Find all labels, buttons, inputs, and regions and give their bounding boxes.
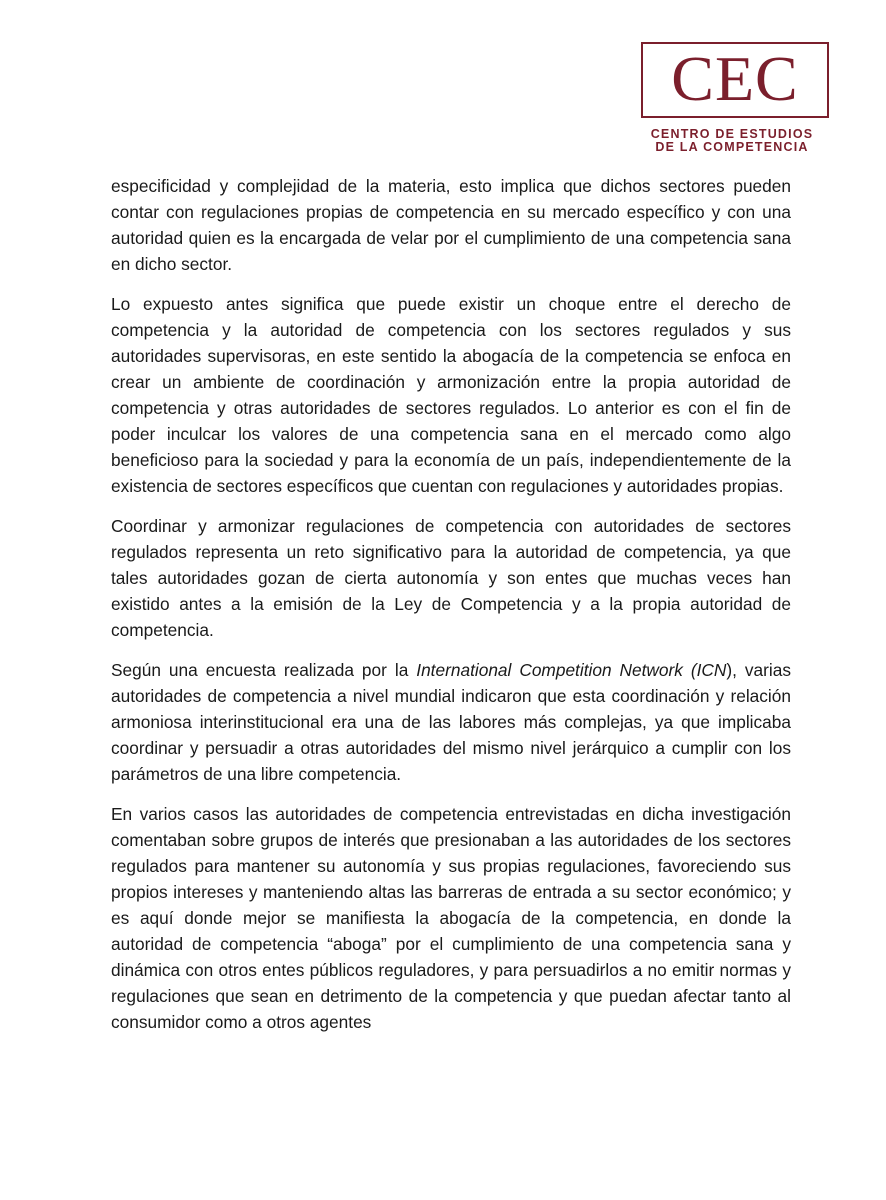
paragraph-4 (111, 657, 791, 787)
logo-subtitle (641, 128, 833, 154)
logo-mark: CEC (671, 43, 799, 114)
icn-name: International Competition Network (ICN (416, 660, 727, 680)
paragraph-4-start: Según una encuesta realizada por la (111, 660, 417, 680)
document-body (111, 173, 791, 1049)
logo-box (641, 42, 829, 118)
cec-logo (641, 42, 833, 154)
logo-subtitle-line-2: DE LA COMPETENCIA (655, 140, 809, 154)
paragraph-2: Lo expuesto antes significa que puede existir un choque entre el derecho de competencia y la autoridad de competencia con los sectores regulados y sus autoridades supervisoras, en este sentido la abogacía de la competencia se enfoca en crear un ambiente de coordinación y armonización entre la propia autoridad de competencia y otras autoridades de sectores regulados. Lo anterior es con el fin de poder inculcar los valores de una competencia sana en el mercado como algo beneficioso para la sociedad y para la economía de un país, independientemente de la existencia de sectores específicos que cuentan con regulaciones y autoridades propias. (111, 294, 791, 496)
paragraph-3: Coordinar y armonizar regulaciones de competencia con autoridades de sectores regulados representa un reto significativo para la autoridad de competencia, ya que tales autoridades gozan de cierta autonomía y son entes que muchas veces han existido antes a la emisión de la Ley de Competencia y a la propia autoridad de competencia. (111, 516, 791, 640)
paragraph-4-rest: ), varias autoridades de competencia a nivel mundial indicaron que esta coordinación y relación armoniosa interinstitucional era una de las labores más complejas, ya que implicaba coordinar y persuadir a otras autoridades del mismo nivel jerárquico a cumplir con los parámetros de una libre competencia. (111, 660, 791, 784)
logo-subtitle-line-1: CENTRO DE ESTUDIOS (650, 127, 814, 141)
paragraph-1: especificidad y complejidad de la materia, esto implica que dichos sectores pueden contar con regulaciones propias de competencia en su mercado específico y con una autoridad quien es la encargada de velar por el cumplimiento de una competencia sana en dicho sector. (111, 176, 791, 274)
paragraph-5: En varios casos las autoridades de competencia entrevistadas en dicha investigación comentaban sobre grupos de interés que presionaban a las autoridades de los sectores regulados para mantener su autonomía y sus propias regulaciones, favoreciendo sus propios intereses y manteniendo altas las barreras de entrada a su sector económico; y es aquí donde mejor se manifiesta la abogacía de la competencia, en donde la autoridad de competencia “aboga” por el cumplimiento de una competencia sana y dinámica con otros entes públicos reguladores, y para persuadirlos a no emitir normas y regulaciones que sean en detrimento de la competencia y que puedan afectar tanto al consumidor como a otros agentes (111, 804, 791, 1032)
